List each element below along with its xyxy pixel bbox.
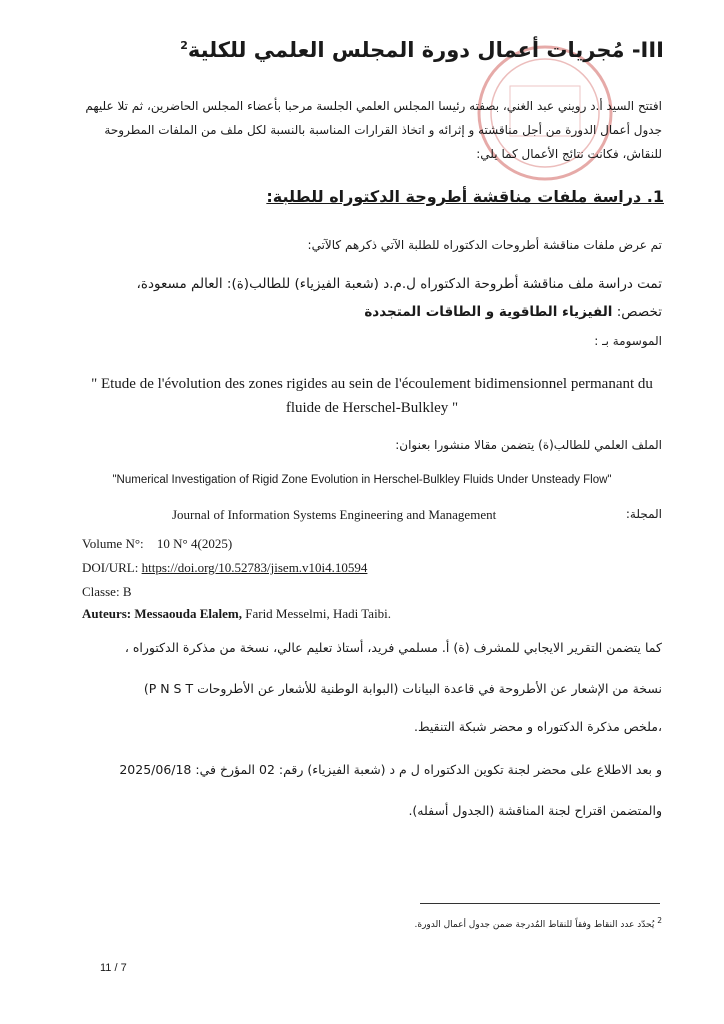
page-number: 11 / 7 xyxy=(100,962,127,974)
thesis-title: " Etude de l'évolution des zones rigides au sein de l'écoulement bidimensionnel permanant du fluide de Herschel-Bulkley " xyxy=(91,376,653,416)
committee-line-2: والمتضمن اقتراح لجنة المناقشة (الجدول أسفله). xyxy=(408,803,662,818)
section-title: مُجريات أعمال دورة المجلس العلمي للكلية xyxy=(187,38,625,62)
titled-label: الموسومة بـ : xyxy=(594,334,662,348)
classe-label: Classe: xyxy=(82,584,120,599)
footnote-number: 2 xyxy=(657,916,662,925)
intro-line-2: جدول أعمال الدورة من أجل مناقشته و إثرائه و اتخاذ القرارات المناسبة بالنسبة لكل ملف من الملفات المطروحة xyxy=(104,123,662,137)
journal-label: المجلة: xyxy=(625,507,662,521)
study-line: تمت دراسة ملف مناقشة أطروحة الدكتوراه ل.م.د (شعبة الفيزياء) للطالب(ة): العالم مسعودة، xyxy=(136,276,662,292)
report-line-2: نسخة من الإشعار عن الأطروحة في قاعدة البيانات (البوابة الوطنية للأشعار عن الأطروحات P N S T) xyxy=(143,681,662,696)
volume-line xyxy=(82,536,232,552)
report-line-3: ،ملخص مذكرة الدكتوراه و محضر شبكة التنقيط. xyxy=(414,719,662,734)
volume-value: 10 N° 4(2025) xyxy=(156,536,233,551)
doi-label: DOI/URL: xyxy=(82,560,139,575)
footnote-reference: 2 xyxy=(180,39,188,52)
lead-line: تم عرض ملفات مناقشة أطروحات الدكتوراه للطلبة الآتي ذكرهم كالآتي: xyxy=(307,238,662,252)
authors-rest: Farid Messelmi, Hadi Taibi. xyxy=(245,606,392,621)
doi-link[interactable]: https://doi.org/10.52783/jisem.v10i4.10594 xyxy=(141,560,368,575)
specialty-label: تخصص: xyxy=(616,304,662,320)
footnote-divider xyxy=(420,903,660,904)
article-title: "Numerical Investigation of Rigid Zone Evolution in Herschel-Bulkley Fluids Under Unsteady Flow" xyxy=(112,474,612,486)
subsection-heading: 1. دراسة ملفات مناقشة أطروحة الدكتوراه للطلبة: xyxy=(266,187,664,206)
intro-line-1: افتتح السيد أ.د رويني عبد الغني، بصفته رئيسا المجلس العلمي الجلسة مرحبا بأعضاء المجلس الحاضرين، ثم تلا عليهم xyxy=(85,99,662,113)
specialty-line xyxy=(364,304,662,320)
committee-line-1: و بعد الاطلاع على محضر لجنة تكوين الدكتوراه ل م د (شعبة الفيزياء) رقم: 02 المؤرخ في: 2025/06/18 xyxy=(119,762,662,777)
classe-value: B xyxy=(122,584,132,599)
journal-name: Journal of Information Systems Engineering and Management xyxy=(172,507,497,522)
report-line-1: كما يتضمن التقرير الايجابي للمشرف (ة) أ. مسلمي فريد، أستاذ تعليم عالي، نسخة من مذكرة الدكتوراه ، xyxy=(124,640,662,655)
intro-paragraph xyxy=(82,94,662,166)
authors-label: Auteurs: xyxy=(82,606,132,621)
classe-line xyxy=(82,584,131,600)
section-number: III- xyxy=(631,38,664,62)
doi-line xyxy=(82,560,367,576)
footnote-text: يُحدّد عدد النقاط وفقاً للنقاط المُدرجة ضمن جدول أعمال الدورة. xyxy=(414,920,655,930)
author-main: Messaouda Elalem, xyxy=(134,606,242,621)
authors-line xyxy=(82,606,391,622)
section-heading xyxy=(180,38,664,62)
intro-line-3: للنقاش، فكانت نتائج الأعمال كما يلي: xyxy=(476,147,662,161)
specialty-value: الفيزياء الطاقوية و الطاقات المتجددة xyxy=(364,304,613,320)
volume-label: Volume N°: xyxy=(82,536,144,551)
record-line: الملف العلمي للطالب(ة) يتضمن مقالا منشورا بعنوان: xyxy=(395,438,662,452)
footnote xyxy=(415,916,663,930)
